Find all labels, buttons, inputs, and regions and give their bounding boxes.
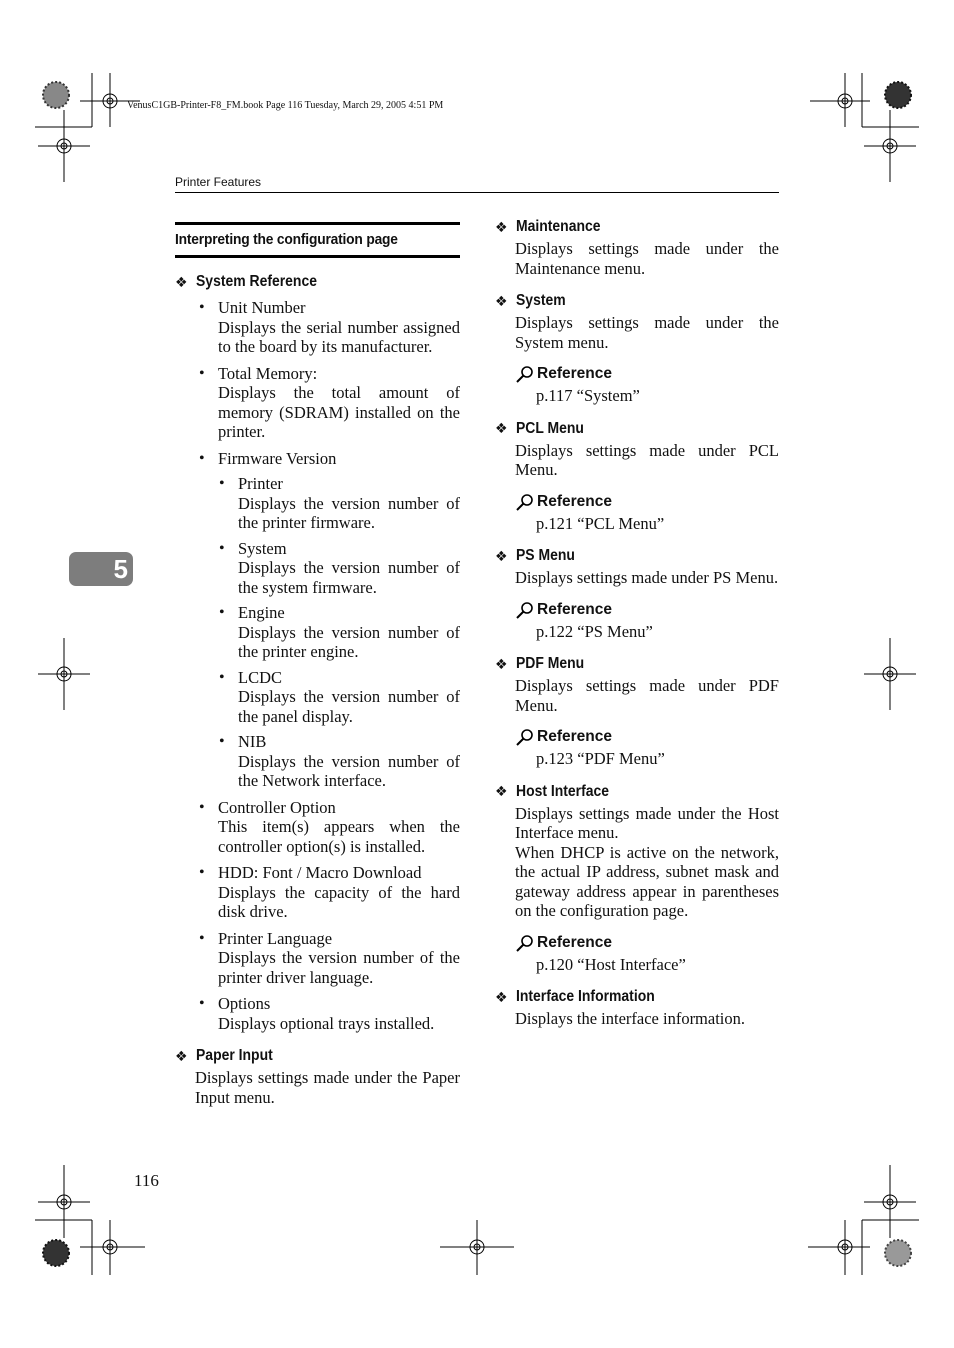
host-interface-desc: Displays settings made under the Host Interface menu. bbox=[515, 803, 779, 842]
file-header: VenusC1GB-Printer-F8_FM.book Page 116 Tuesday, March 29, 2005 4:51 PM bbox=[127, 100, 444, 111]
sub-list-item bbox=[175, 732, 460, 791]
item-label: Firmware Version bbox=[218, 448, 337, 468]
item-desc: Displays the version number of the system firmware. bbox=[238, 558, 460, 597]
item-label: Printer Language bbox=[218, 928, 333, 948]
diamond-bullet-icon: ❖ bbox=[495, 292, 508, 309]
host-interface-reference-note bbox=[515, 934, 779, 975]
page-number: 116 bbox=[134, 1171, 159, 1190]
ps-menu-reference-note bbox=[515, 601, 779, 642]
interface-information-heading: ❖ Interface Information bbox=[495, 988, 655, 1005]
host-interface-dhcp-note: When DHCP is active on the network, the actual IP address, subnet mask and gateway address appear in parentheses on the configuration page. bbox=[515, 842, 779, 920]
magnifier-icon bbox=[515, 365, 535, 383]
list-item bbox=[175, 298, 460, 357]
pcl-menu-ref-link[interactable]: p.121 “PCL Menu” bbox=[536, 513, 665, 533]
bullet-icon: • bbox=[199, 798, 205, 816]
item-label: Unit Number bbox=[218, 298, 306, 317]
system-reference-heading: ❖ System Reference bbox=[175, 273, 317, 290]
right-column bbox=[495, 218, 779, 1029]
pdf-menu-heading: ❖ PDF Menu bbox=[495, 655, 585, 672]
item-label: Engine bbox=[238, 603, 285, 622]
paper-input-heading: ❖ Paper Input bbox=[175, 1047, 273, 1064]
sub-list-item bbox=[175, 539, 460, 598]
pdf-menu-ref-link[interactable]: p.123 “PDF Menu” bbox=[536, 749, 665, 768]
bullet-icon: • bbox=[199, 929, 205, 947]
list-item bbox=[175, 994, 460, 1033]
pcl-menu-desc: Displays settings made under PCL Menu. bbox=[515, 440, 779, 479]
list-item bbox=[175, 364, 460, 442]
maintenance-desc: Displays settings made under the Maintenance menu. bbox=[515, 239, 779, 278]
bullet-icon: • bbox=[219, 733, 225, 750]
sub-list-item bbox=[175, 668, 460, 727]
magnifier-icon bbox=[515, 728, 535, 746]
reference-heading: Reference bbox=[515, 934, 779, 952]
reference-heading: Reference bbox=[515, 728, 779, 746]
bullet-icon: • bbox=[219, 539, 225, 557]
bullet-icon: • bbox=[219, 604, 225, 621]
reference-heading: Reference bbox=[515, 493, 779, 511]
sub-list-item bbox=[175, 603, 460, 662]
list-item bbox=[175, 863, 460, 922]
system-heading: ❖ System bbox=[495, 292, 566, 309]
bullet-icon: • bbox=[199, 449, 205, 467]
chapter-tab: 5 bbox=[69, 552, 133, 586]
list-item bbox=[175, 929, 460, 988]
item-label: Options bbox=[218, 994, 271, 1013]
ps-menu-block bbox=[495, 547, 779, 641]
paper-input-desc: Displays settings made under the Paper Input menu. bbox=[195, 1068, 460, 1107]
item-label: HDD: Font / Macro Download bbox=[218, 863, 422, 882]
pdf-menu-reference-note bbox=[515, 728, 779, 769]
pcl-menu-heading: ❖ PCL Menu bbox=[495, 419, 584, 437]
host-interface-ref-link[interactable]: p.120 “Host Interface” bbox=[536, 954, 686, 974]
item-desc: Displays the version number of the panel display. bbox=[238, 687, 460, 726]
ps-menu-heading: ❖ PS Menu bbox=[495, 547, 575, 564]
ps-menu-desc: Displays settings made under PS Menu. bbox=[515, 568, 779, 587]
left-column bbox=[175, 222, 460, 1107]
reference-heading: Reference bbox=[515, 365, 779, 383]
system-block bbox=[495, 292, 779, 406]
list-item bbox=[175, 798, 460, 857]
interface-information-block bbox=[495, 988, 779, 1029]
host-interface-heading: ❖ Host Interface bbox=[495, 782, 610, 800]
pcl-menu-block bbox=[495, 420, 779, 534]
maintenance-heading: ❖ Maintenance bbox=[495, 218, 601, 235]
system-reference-note bbox=[515, 365, 779, 406]
bullet-icon: • bbox=[219, 475, 225, 492]
magnifier-icon bbox=[515, 934, 535, 952]
item-desc: Displays the version number of the printer engine. bbox=[238, 622, 460, 661]
item-label: NIB bbox=[238, 732, 267, 751]
diamond-bullet-icon: ❖ bbox=[495, 655, 508, 672]
diamond-bullet-icon: ❖ bbox=[495, 988, 508, 1005]
diamond-bullet-icon: ❖ bbox=[495, 547, 508, 564]
bullet-icon: • bbox=[199, 299, 205, 316]
item-label: Controller Option bbox=[218, 797, 336, 817]
sub-list-item bbox=[175, 474, 460, 533]
item-label: Printer bbox=[238, 474, 283, 493]
host-interface-block bbox=[495, 783, 779, 975]
maintenance-block bbox=[495, 218, 779, 278]
item-desc: Displays the version number of the printer driver language. bbox=[218, 948, 460, 987]
item-desc: Displays the version number of the Network interface. bbox=[238, 751, 460, 790]
pdf-menu-block bbox=[495, 655, 779, 769]
system-desc: Displays settings made under the System menu. bbox=[515, 313, 779, 352]
diamond-bullet-icon: ❖ bbox=[495, 420, 508, 436]
section-title-box bbox=[175, 222, 460, 258]
item-desc: Displays optional trays installed. bbox=[218, 1013, 435, 1033]
list-item bbox=[175, 449, 460, 469]
bullet-icon: • bbox=[199, 864, 205, 881]
item-desc: Displays the version number of the printer firmware. bbox=[238, 493, 460, 532]
paper-input-block bbox=[175, 1047, 460, 1107]
reference-heading: Reference bbox=[515, 601, 779, 619]
header-rule bbox=[175, 192, 779, 193]
pdf-menu-desc: Displays settings made under PDF Menu. bbox=[515, 676, 779, 715]
magnifier-icon bbox=[515, 493, 535, 511]
item-desc: This item(s) appears when the controller option(s) is installed. bbox=[218, 817, 460, 856]
interface-information-desc: Displays the interface information. bbox=[515, 1009, 746, 1028]
bullet-icon: • bbox=[199, 364, 205, 382]
magnifier-icon bbox=[515, 601, 535, 619]
diamond-bullet-icon: ❖ bbox=[495, 218, 508, 235]
diamond-bullet-icon: ❖ bbox=[175, 273, 188, 290]
item-label: System bbox=[238, 538, 287, 558]
diamond-bullet-icon: ❖ bbox=[495, 783, 508, 799]
item-desc: Displays the serial number assigned to the board by its manufacturer. bbox=[218, 317, 460, 356]
running-head: Printer Features bbox=[175, 175, 262, 189]
section-title: Interpreting the configuration page bbox=[175, 231, 398, 248]
diamond-bullet-icon: ❖ bbox=[175, 1047, 188, 1064]
item-desc: Displays the total amount of memory (SDRAM) installed on the printer. bbox=[218, 383, 460, 441]
item-desc: Displays the capacity of the hard disk drive. bbox=[218, 882, 460, 921]
system-ref-link[interactable]: p.117 “System” bbox=[536, 386, 640, 405]
bullet-icon: • bbox=[219, 668, 225, 686]
ps-menu-ref-link[interactable]: p.122 “PS Menu” bbox=[536, 621, 653, 641]
pcl-menu-reference-note bbox=[515, 493, 779, 534]
system-reference-block bbox=[175, 273, 460, 1033]
bullet-icon: • bbox=[199, 995, 205, 1012]
item-label: LCDC bbox=[238, 667, 283, 687]
item-label: Total Memory: bbox=[218, 363, 318, 383]
